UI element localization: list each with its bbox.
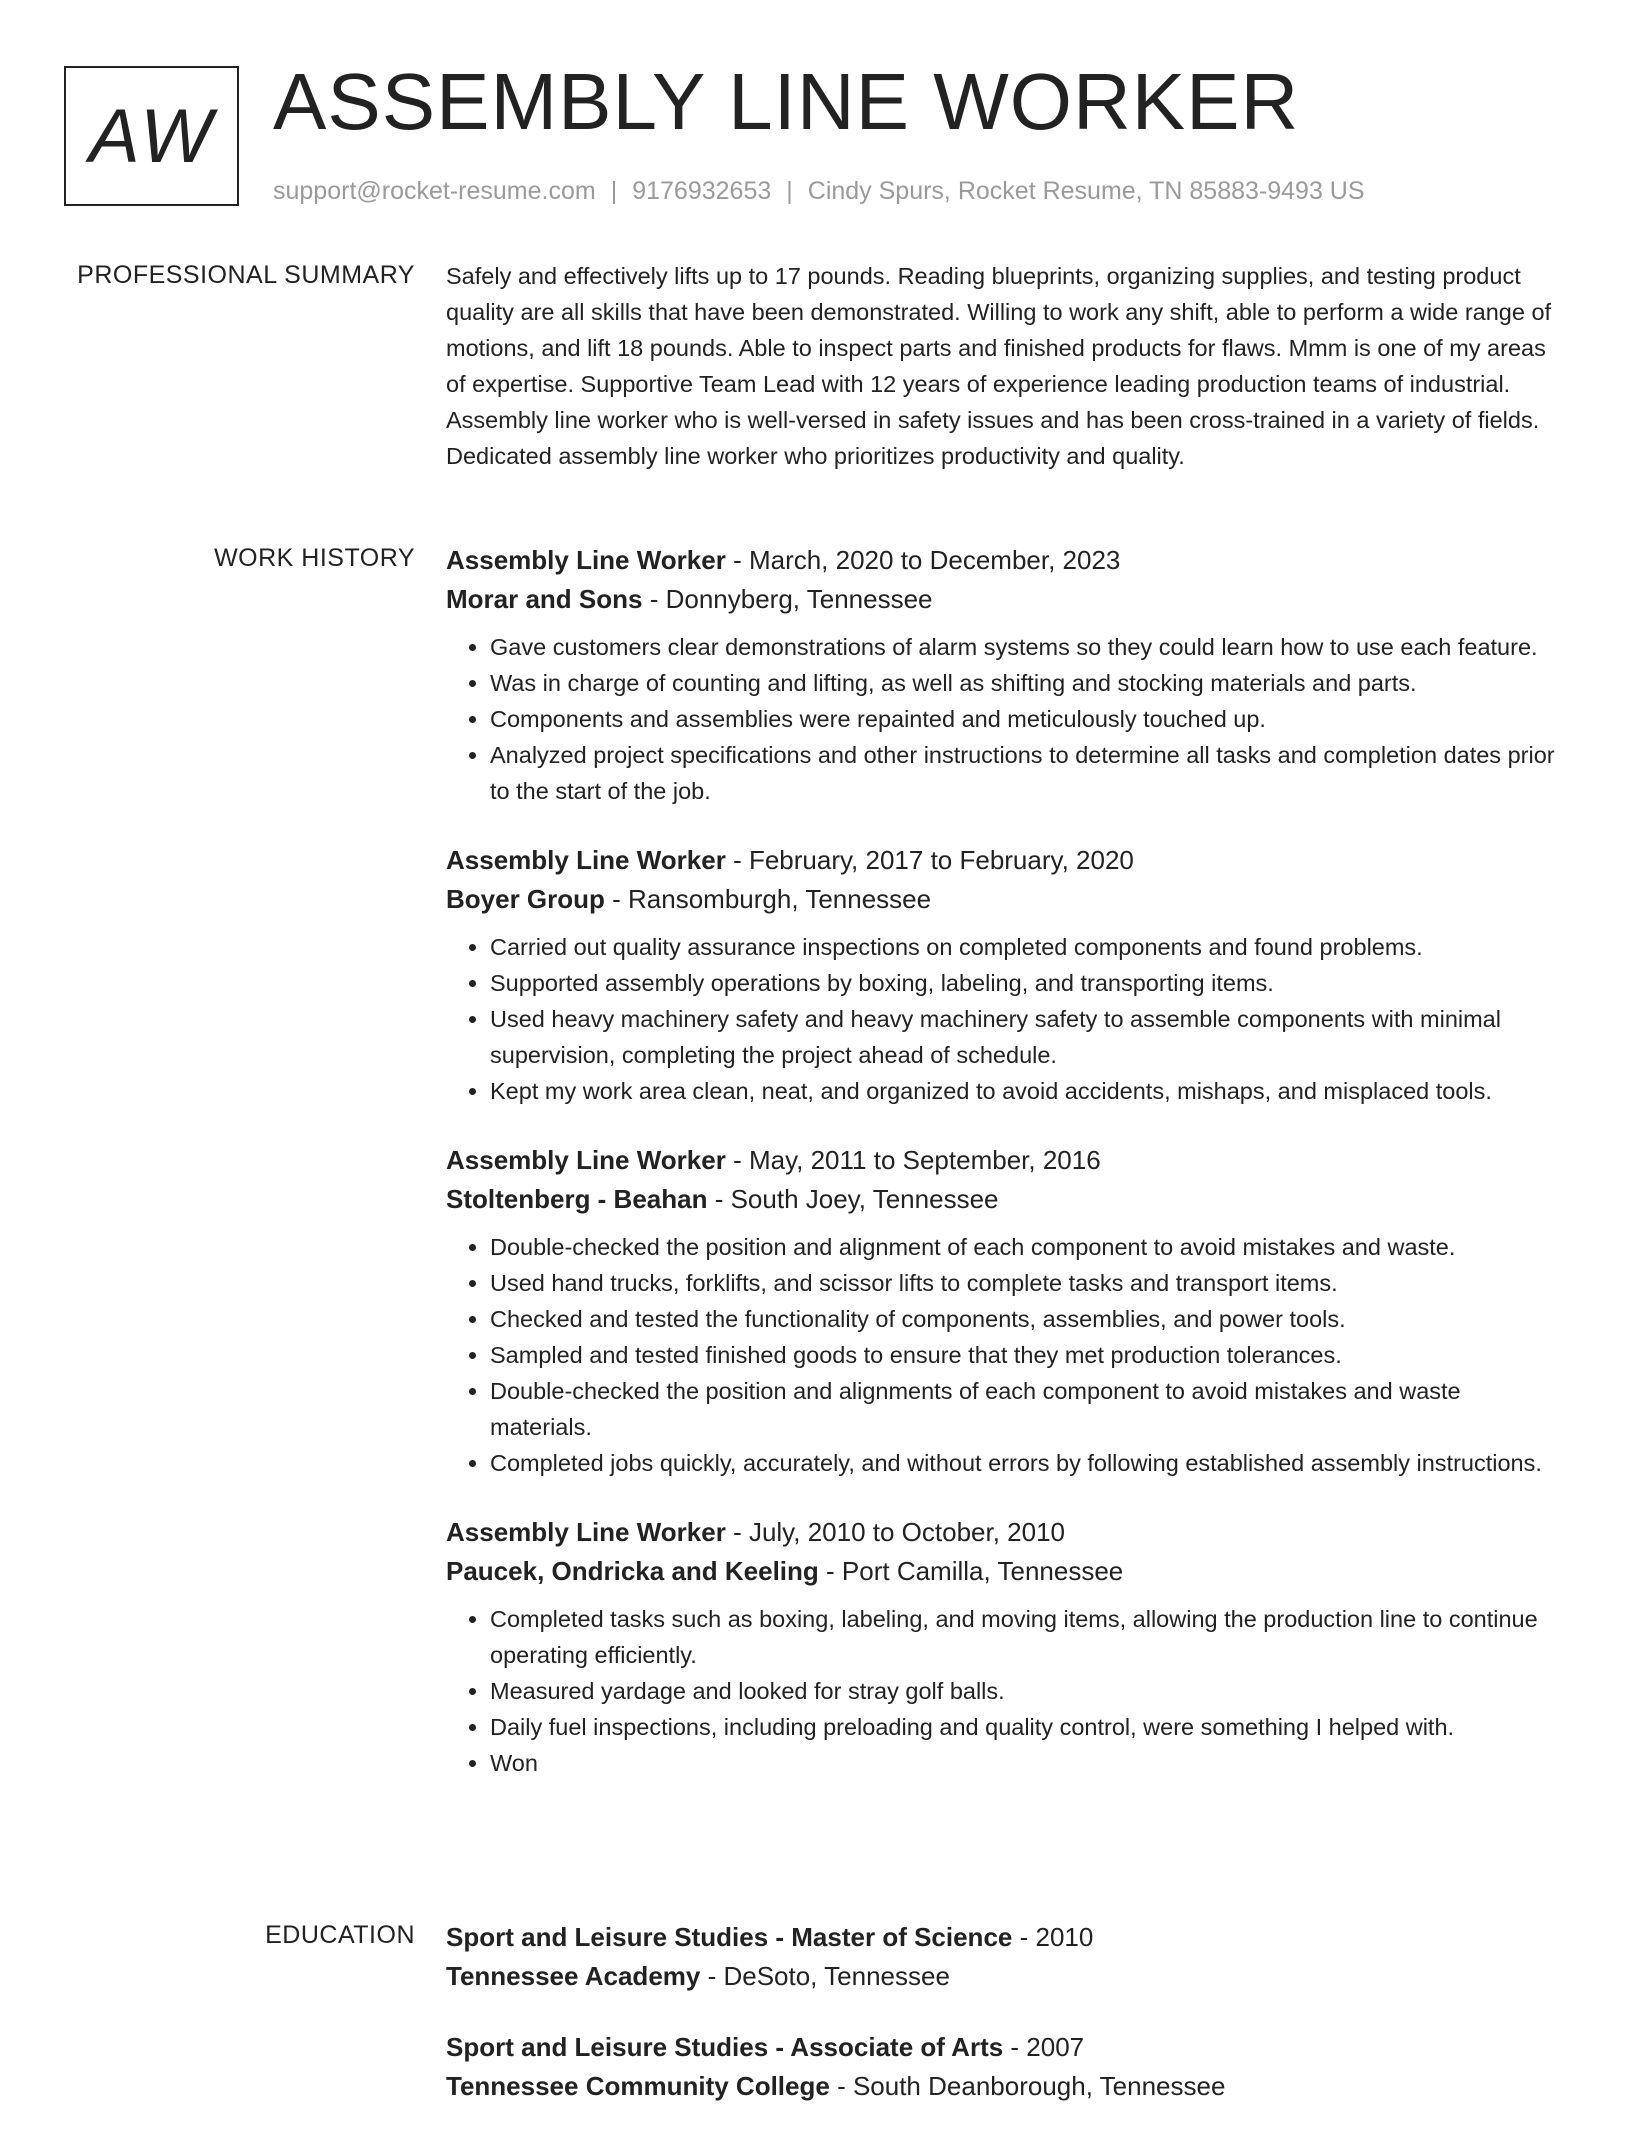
contact-phone: 9176932653 xyxy=(632,177,772,205)
job-company: Paucek, Ondricka and Keeling xyxy=(446,1556,819,1586)
job-company: Morar and Sons xyxy=(446,584,643,614)
bullet-item: • Used heavy machinery safety and heavy machinery safety to assemble components with minimal supervision, completing the project ahead of schedule. xyxy=(490,1001,1564,1073)
job-title: Assembly Line Worker xyxy=(446,545,726,575)
contact-separator: | xyxy=(610,177,618,205)
degree: Sport and Leisure Studies - Associate of Arts xyxy=(446,2032,1004,2062)
job-dates: - February, 2017 to February, 2020 xyxy=(725,845,1134,875)
job-title: Assembly Line Worker xyxy=(446,1517,726,1547)
bullet-item: • Components and assemblies were repainted and meticulously touched up. xyxy=(490,701,1564,737)
graduation-year: - 2010 xyxy=(1012,1922,1094,1952)
summary-text: Safely and effectively lifts up to 17 pounds. Reading blueprints, organizing supplies, and testing product quality are all skills that have been demonstrated. Willing to work any shift, able to perform a wide range of motions, and lift 18 pounds. Able to inspect parts and finished products for flaws. Mmm is one of my areas of expertise. Supportive Team Lead with 12 years of experience leading production teams of industrial. Assembly line worker who is well-versed in safety issues and has been cross-trained in a variety of fields. Dedicated assembly line worker who prioritizes productivity and quality. xyxy=(446,263,1552,469)
bullet-item: • Sampled and tested finished goods to ensure that they met production tolerances. xyxy=(490,1337,1564,1373)
resume-title: ASSEMBLY LINE WORKER xyxy=(273,57,1300,146)
job-entry xyxy=(446,841,1564,1109)
bullet-item: • Kept my work area clean, neat, and organized to avoid accidents, mishaps, and misplaced tools. xyxy=(490,1073,1564,1109)
bullet-item: • Gave customers clear demonstrations of alarm systems so they could learn how to use each feature. xyxy=(490,629,1564,665)
job-title: Assembly Line Worker xyxy=(446,845,726,875)
bullet-item: • Double-checked the position and alignment of each component to avoid mistakes and waste. xyxy=(490,1229,1564,1265)
school-name: Tennessee Community College xyxy=(446,2071,830,2101)
bullet-item: • Was in charge of counting and lifting, as well as shifting and stocking materials and parts. xyxy=(490,665,1564,701)
contact-line xyxy=(273,174,1365,208)
job-company: Stoltenberg - Beahan xyxy=(446,1184,708,1214)
job-dates: - May, 2011 to September, 2016 xyxy=(725,1145,1101,1175)
job-location: - Port Camilla, Tennessee xyxy=(818,1556,1124,1586)
job-title: Assembly Line Worker xyxy=(446,1145,726,1175)
contact-separator: | xyxy=(786,177,793,205)
job-bullets xyxy=(446,1229,1564,1481)
bullet-item: • Supported assembly operations by boxing, labeling, and transporting items. xyxy=(490,965,1564,1001)
education-entry xyxy=(446,2028,1564,2106)
bullet-item: • Used hand trucks, forklifts, and scissor lifts to complete tasks and transport items. xyxy=(490,1265,1564,1301)
job-entry xyxy=(446,1513,1564,1781)
education-entry xyxy=(446,1918,1564,1996)
job-bullets xyxy=(446,929,1564,1109)
job-entry xyxy=(446,541,1564,809)
degree: Sport and Leisure Studies - Master of Science xyxy=(446,1922,1013,1952)
bullet-item: • Double-checked the position and alignments of each component to avoid mistakes and waste materials. xyxy=(490,1373,1564,1445)
school-name: Tennessee Academy xyxy=(446,1961,701,1991)
contact-address: Cindy Spurs, Rocket Resume, TN 85883-9493 US xyxy=(807,177,1365,205)
graduation-year: - 2007 xyxy=(1003,2032,1085,2062)
job-dates: - March, 2020 to December, 2023 xyxy=(725,545,1121,575)
bullet-item: • Completed tasks such as boxing, labeling, and moving items, allowing the production line to continue operating efficiently. xyxy=(490,1601,1564,1673)
bullet-item: • Completed jobs quickly, accurately, and without errors by following established assembly instructions. xyxy=(490,1445,1564,1481)
school-location: - DeSoto, Tennessee xyxy=(700,1961,950,1991)
job-entry xyxy=(446,1141,1564,1481)
bullet-item: • Daily fuel inspections, including preloading and quality control, were something I helped with. xyxy=(490,1709,1564,1745)
job-location: - South Joey, Tennessee xyxy=(707,1184,999,1214)
job-dates: - July, 2010 to October, 2010 xyxy=(725,1517,1066,1547)
bullet-item: • Analyzed project specifications and other instructions to determine all tasks and completion dates prior to the start of the job. xyxy=(490,737,1564,809)
job-bullets xyxy=(446,1601,1564,1781)
job-bullets xyxy=(446,629,1564,809)
summary-heading: PROFESSIONAL SUMMARY xyxy=(77,261,415,289)
school-location: - South Deanborough, Tennessee xyxy=(829,2071,1226,2101)
monogram: AW xyxy=(64,66,239,206)
bullet-item: • Carried out quality assurance inspections on completed components and found problems. xyxy=(490,929,1564,965)
bullet-item: • Checked and tested the functionality of components, assemblies, and power tools. xyxy=(490,1301,1564,1337)
contact-email: support@rocket-resume.com xyxy=(273,177,596,205)
education-heading: EDUCATION xyxy=(265,1921,415,1949)
job-location: - Donnyberg, Tennessee xyxy=(642,584,933,614)
work-history-heading: WORK HISTORY xyxy=(214,544,415,572)
bullet-item: • Measured yardage and looked for stray golf balls. xyxy=(490,1673,1564,1709)
bullet-item: • Won xyxy=(490,1745,1564,1781)
job-location: - Ransomburgh, Tennessee xyxy=(604,884,932,914)
job-company: Boyer Group xyxy=(446,884,605,914)
